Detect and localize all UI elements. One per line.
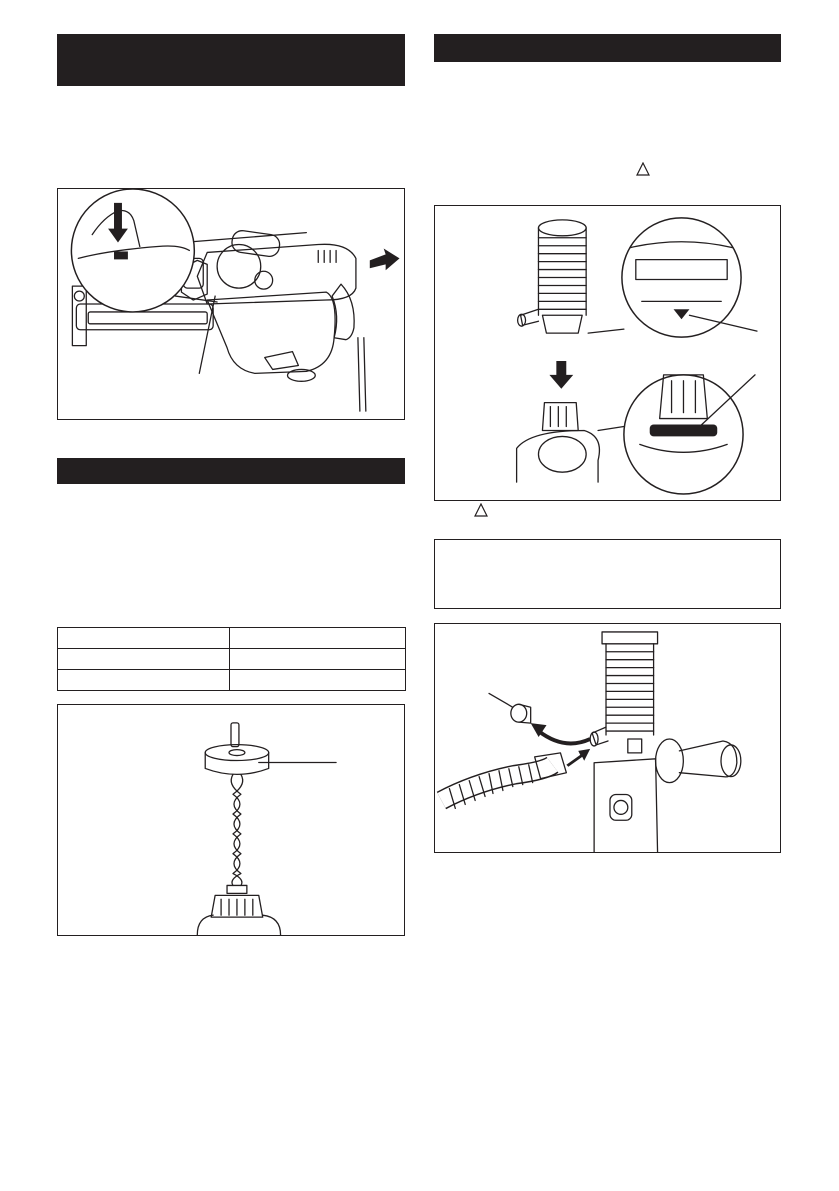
table-cell — [58, 649, 230, 670]
hose-connection-illustration — [435, 624, 780, 852]
table-cell — [58, 670, 230, 691]
hammer-drill-illustration — [58, 189, 404, 419]
caution-triangle-icon — [474, 503, 488, 517]
table-cell — [230, 670, 406, 691]
table-cell — [230, 649, 406, 670]
dust-cup-alignment-illustration — [435, 206, 780, 500]
section-heading-bar — [57, 34, 405, 86]
section-heading-bar-2 — [57, 458, 405, 484]
dust-cup-figure — [57, 704, 405, 936]
table-row — [58, 628, 406, 649]
caution-triangle-icon — [636, 162, 650, 176]
hose-connection-figure — [434, 623, 781, 853]
dust-cup-alignment-figure — [434, 205, 781, 501]
note-box — [434, 539, 781, 609]
table-cell — [230, 628, 406, 649]
spec-table — [57, 627, 406, 691]
dust-cup-illustration — [58, 705, 404, 935]
section-heading-bar-3 — [434, 34, 781, 62]
table-cell — [58, 628, 230, 649]
hammer-drill-dust-extraction-figure — [57, 188, 405, 420]
table-row — [58, 649, 406, 670]
table-row — [58, 670, 406, 691]
